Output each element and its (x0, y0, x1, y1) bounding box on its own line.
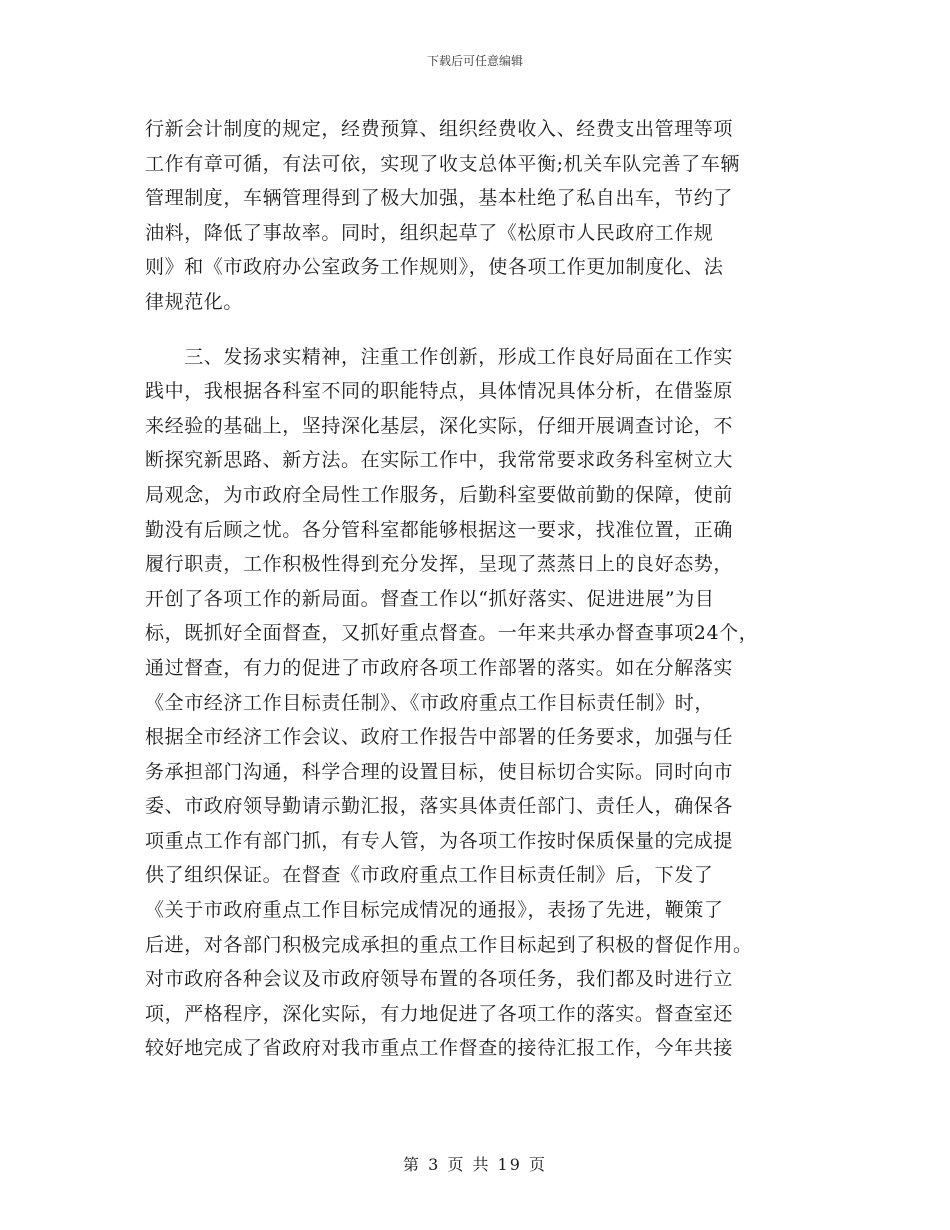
text-line: 标，既抓好全面督查，又抓好重点督查。一年来共承办督查事项24个， (145, 622, 759, 645)
text-line: 油料，降低了事故率。同时，组织起草了《松原市人民政府工作规 (145, 221, 714, 244)
text-line: 律规范化。 (145, 290, 244, 313)
text-line: 管理制度，车辆管理得到了极大加强，基本杜绝了私自出车，节约了 (145, 187, 734, 210)
text-line: 《关于市政府重点工作目标完成情况的通报》，表扬了先进，鞭策了 (145, 899, 724, 922)
text-line: 行新会计制度的规定，经费预算、组织经费收入、经费支出管理等项 (145, 118, 734, 140)
text-line: 项重点工作有部门抓，有专人管，为各项工作按时保质保量的完成提 (145, 829, 734, 852)
text-line: 委、市政府领导勤请示勤汇报，落实具体责任部门、责任人，确保各 (145, 795, 734, 818)
text-line: 通过督查，有力的促进了市政府各项工作部署的落实。如在分解落实 (145, 656, 734, 679)
text-line: 工作有章可循，有法可依，实现了收支总体平衡;机关车队完善了车辆 (145, 152, 741, 175)
text-line: 勤没有后顾之忧。各分管科室都能够根据这一要求，找准位置，正确 (145, 518, 734, 541)
text-line: 供了组织保证。在督查《市政府重点工作目标责任制》后，下发了 (145, 864, 714, 887)
text-line: 对市政府各种会议及市政府领导布置的各项任务，我们都及时进行立 (145, 968, 734, 991)
text-line: 履行职责，工作积极性得到充分发挥，呈现了蒸蒸日上的良好态势， (145, 553, 734, 576)
text-line: 务承担部门沟通，科学合理的设置目标，使目标切合实际。同时向市 (145, 760, 734, 783)
text-line: 三、发扬求实精神，注重工作创新，形成工作良好局面在工作实 (145, 345, 734, 368)
text-line: 根据全市经济工作会议、政府工作报告中部署的任务要求，加强与任 (145, 726, 734, 749)
text-line: 局观念，为市政府全局性工作服务，后勤科室要做前勤的保障，使前 (145, 483, 734, 506)
paragraph-2 (145, 340, 825, 1066)
text-line: 《全市经济工作目标责任制》、《市政府重点工作目标责任制》时， (145, 691, 715, 714)
document-body (145, 112, 825, 1066)
text-line: 项，严格程序，深化实际，有力地促进了各项工作的落实。督查室还 (145, 1002, 734, 1025)
page-number: 第 3 页 共 19 页 (403, 1155, 547, 1174)
page-header: 下载后可任意编辑 (426, 54, 523, 68)
paragraph-1 (145, 112, 825, 320)
text-line: 断探究新思路、新方法。在实际工作中，我常常要求政务科室树立大 (145, 449, 734, 472)
text-line: 开创了各项工作的新局面。督查工作以“抓好落实、促进进展”为目 (145, 587, 715, 610)
text-line: 践中，我根据各科室不同的职能特点，具体情况具体分析，在借鉴原 (145, 380, 734, 403)
text-line: 后进，对各部门积极完成承担的重点工作目标起到了积极的督促作用。 (145, 933, 753, 956)
text-line: 来经验的基础上，坚持深化基层，深化实际，仔细开展调查讨论，不 (145, 414, 734, 437)
text-line: 较好地完成了省政府对我市重点工作督查的接待汇报工作，今年共接 (145, 1037, 734, 1060)
text-line: 则》和《市政府办公室政务工作规则》，使各项工作更加制度化、法 (145, 256, 724, 279)
